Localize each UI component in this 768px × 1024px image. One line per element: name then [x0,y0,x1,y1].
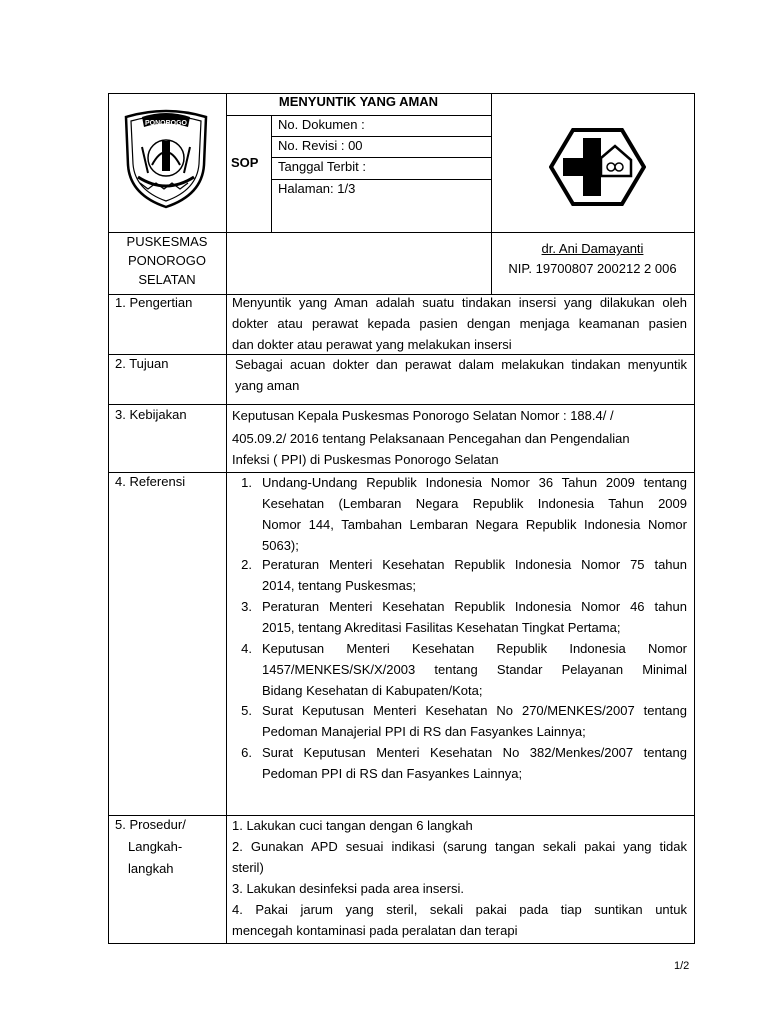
prosedur-line: 3. Lakukan desinfeksi pada area insersi. [232,881,464,896]
reference-item [230,700,687,742]
reference-item [230,638,687,701]
reference-item [230,596,687,638]
reference-line: Pedoman Manajerial PPI di RS dan Fasyankes Lainnya; [262,724,586,739]
prosedur-label-line: langkah [128,861,174,876]
section-label-referensi: 4. Referensi [115,474,186,489]
pengertian-line: dokter atau perawat kepada pasien dengan menjaga keamanan pasien [232,316,687,331]
reference-line: 1457/MENKES/SK/X/2003 tentang Standar Pelayanan Minimal [262,662,687,677]
svg-text:PONOROGO: PONOROGO [144,120,188,127]
sop-label: SOP [231,155,259,170]
prosedur-line: steril) [232,860,264,875]
section-body-prosedur [232,815,687,941]
tujuan-line: Sebagai acuan dokter dan perawat dalam melakukan tindakan menyuntik [235,357,687,372]
reference-number: 5. [241,703,252,718]
reference-item [230,742,687,784]
reference-line: Peraturan Menteri Kesehatan Republik Indonesia Nomor 46 tahun [262,599,687,614]
revision-field: No. Revisi : 00 [278,138,363,153]
issue-date-field: Tanggal Terbit : [278,159,366,174]
reference-line: Undang-Undang Republik Indonesia Nomor 36 Tahun 2009 tentang [262,475,687,490]
section-label-pengertian: 1. Pengertian [115,295,193,310]
prosedur-label-line: Langkah- [128,839,183,854]
section-label-kebijakan: 3. Kebijakan [115,407,187,422]
document-title: MENYUNTIK YANG AMAN [278,94,439,109]
section-label-tujuan: 2. Tujuan [115,356,169,371]
reference-line: Surat Keputusan Menteri Kesehatan No 382/Menkes/2007 tentang [262,745,687,760]
reference-line: Keputusan Menteri Kesehatan Republik Indonesia Nomor [262,641,687,656]
puskesmas-logo [549,128,646,206]
reference-line: 5063); [262,538,299,553]
reference-item [230,554,687,596]
reference-number: 3. [241,599,252,614]
reference-line: Nomor 144, Tambahan Lembaran Negara Republik Indonesia Nomor [262,517,687,532]
reference-number: 1. [241,475,252,490]
reference-line: 2014, tentang Puskesmas; [262,578,416,593]
reference-line: 2015, tentang Akreditasi Fasilitas Kesehatan Tingkat Pertama; [262,620,621,635]
prosedur-line: 4. Pakai jarum yang steril, sekali pakai pada tiap suntikan untuk [232,902,687,917]
section-body-tujuan [235,354,687,396]
ponorogo-logo [118,103,214,213]
reference-line: Kesehatan (Lembaran Negara Republik Indonesia Tahun 2009 [262,496,687,511]
section-body-pengertian [232,292,687,355]
reference-number: 6. [241,745,252,760]
signatory-name: dr. Ani Damayanti [541,241,644,256]
doc-number-field: No. Dokumen : [278,117,365,132]
pengertian-line: dan dokter atau perawat yang melakukan insersi [232,337,512,352]
institution-line-2: PONOROGO [127,253,206,268]
prosedur-label-line: 5. Prosedur/ [115,817,186,832]
reference-line: Pedoman PPI di RS dan Fasyankes Lainnya; [262,766,523,781]
reference-item [230,472,687,556]
page-field: Halaman: 1/3 [278,181,356,196]
prosedur-line: 2. Gunakan APD sesuai indikasi (sarung tangan sekali pakai yang tidak [232,839,687,854]
kebijakan-line: 405.09.2/ 2016 tentang Pelaksanaan Pencegahan dan Pengendalian [232,431,630,446]
pengertian-line: Menyuntik yang Aman adalah suatu tindakan insersi yang dilakukan oleh [232,295,687,310]
prosedur-line: mencegah kontaminasi pada peralatan dan terapi [232,923,518,938]
tujuan-line: yang aman [235,378,300,393]
prosedur-line: 1. Lakukan cuci tangan dengan 6 langkah [232,818,473,833]
kebijakan-line: Infeksi ( PPI) di Puskesmas Ponorogo Selatan [232,452,499,467]
kebijakan-line: Keputusan Kepala Puskesmas Ponorogo Selatan Nomor : 188.4/ / [232,408,614,423]
reference-line: Bidang Kesehatan di Kabupaten/Kota; [262,683,483,698]
institution-line-3: SELATAN [138,272,196,287]
reference-number: 4. [241,641,252,656]
signatory-nip: NIP. 19700807 200212 2 006 [508,261,677,276]
reference-line: Peraturan Menteri Kesehatan Republik Indonesia Nomor 75 tahun [262,557,687,572]
reference-line: Surat Keputusan Menteri Kesehatan No 270/MENKES/2007 tentang [262,703,687,718]
reference-list [230,472,687,802]
reference-number: 2. [241,557,252,572]
institution-line-1: PUSKESMAS [126,234,208,249]
page-number: 1/2 [674,960,690,972]
